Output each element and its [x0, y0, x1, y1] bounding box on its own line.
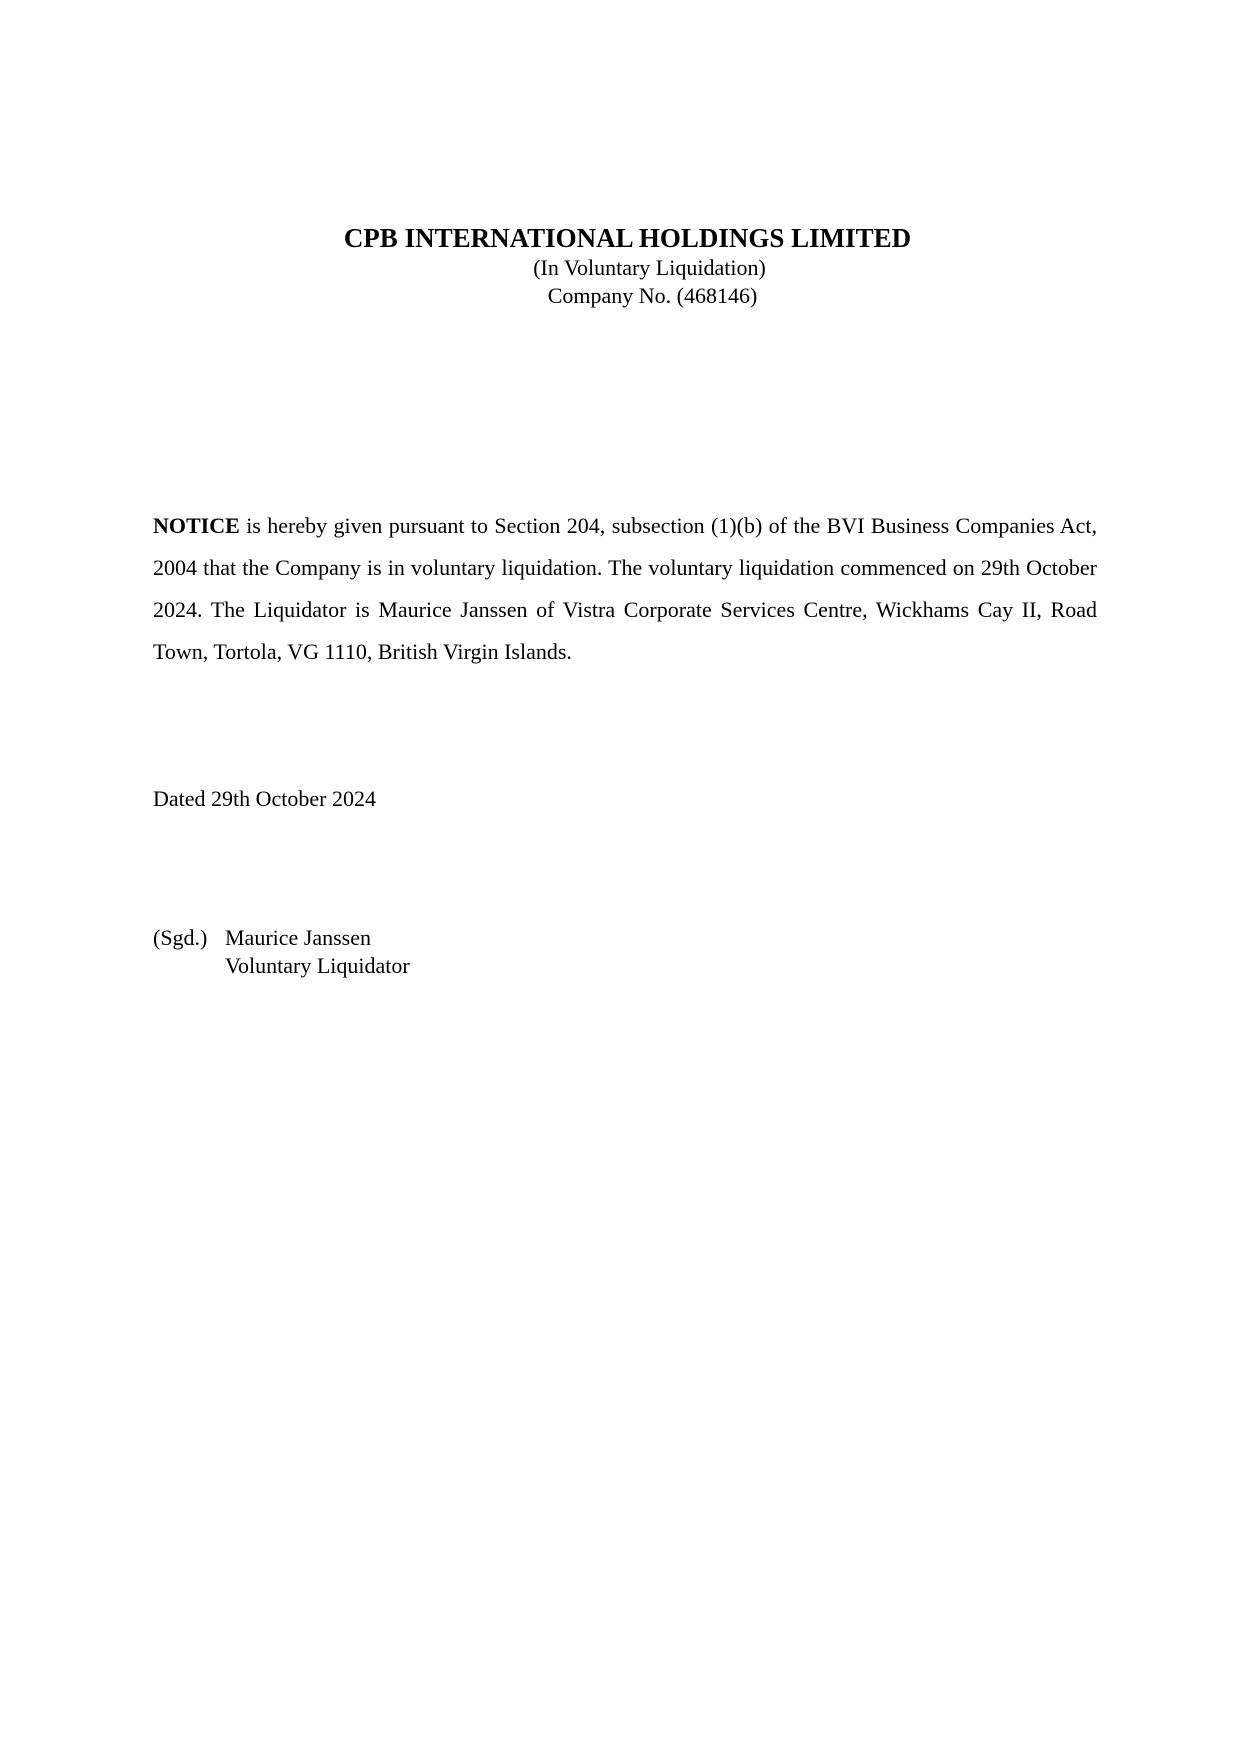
signature-block — [153, 924, 410, 980]
company-number: Company No. (468146) — [547, 283, 758, 308]
signatory-title: Voluntary Liquidator — [225, 953, 410, 978]
notice-paragraph — [153, 505, 1097, 673]
notice-lead-word: NOTICE — [153, 513, 240, 538]
signature-line — [153, 924, 410, 952]
document-header — [0, 222, 1241, 310]
signed-label: (Sgd.) — [153, 925, 208, 950]
dated-line: Dated 29th October 2024 — [153, 786, 376, 811]
notice-body: is hereby given pursuant to Section 204, subsection (1)(b) of the BVI Business Companies Act, 2004 that the Company is in voluntary liquidation. The voluntary liquidation commenced on 29th October 2024. The Liquidator is Maurice Janssen of Vistra Corporate Services Centre, Wickhams Cay II, Road Town, Tortola, VG 1110, British Virgin Islands. — [153, 513, 1097, 664]
company-name: CPB INTERNATIONAL HOLDINGS LIMITED — [343, 223, 912, 253]
signatory-name: Maurice Janssen — [225, 925, 372, 950]
liquidation-status: (In Voluntary Liquidation) — [533, 255, 766, 280]
